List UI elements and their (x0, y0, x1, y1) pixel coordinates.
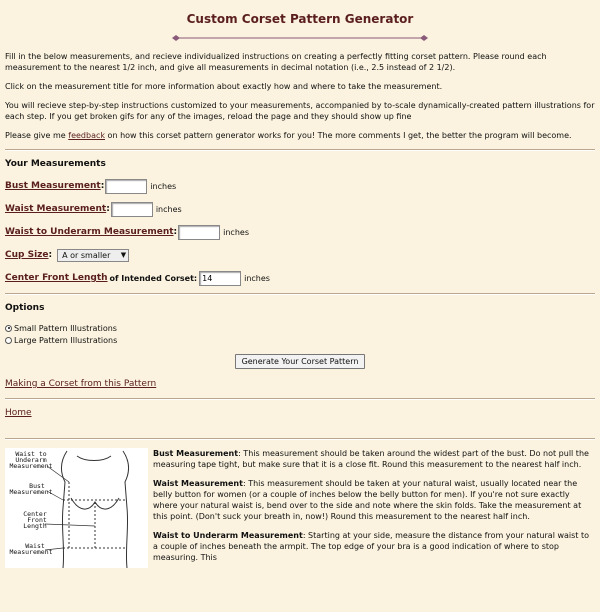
cup-size-value: A or smaller (62, 250, 111, 260)
diagram-label-underarm-2: Underarm (15, 456, 47, 464)
body-diagram-image (5, 448, 148, 568)
cup-row: Cup Size : A or smaller ▼ (5, 247, 595, 263)
bust-description (153, 448, 595, 470)
intro-paragraph-1: Fill in the below measurements, and recieve individualized instructions on creating a perfectly fitting corset pattern. Please round each measurement to the nearest 1/2 inch, and give all measurements in decimal notation (i.e., 2.5 instead of 2 1/2). (5, 52, 547, 72)
bust-description-text: : This measurement should be taken around the widest part of the bust. Do not pull the measuring tape tight, but make sure that it is a close fit. Round this measurement to the nearest half inch. (153, 449, 589, 469)
measurements-heading: Your Measurements (5, 159, 106, 169)
underarm-description-text: : Starting at your side, measure the distance from your natural waist to a couple of inches beneath the armpit. The top edge of your bra is a good indication of where to stop measuring. This (153, 531, 590, 562)
measurement-descriptions (148, 448, 595, 571)
measurement-diagram (5, 448, 148, 568)
diagram-label-waist-1: Waist (25, 542, 45, 550)
diagram-label-cfl-3: Length (23, 522, 47, 530)
diagram-label-bust-2: Measurement (9, 488, 53, 496)
waist-description (153, 478, 595, 522)
cfl-unit: inches (244, 273, 270, 283)
intro-paragraph-3: You will recieve step-by-step instructions customized to your measurements, accompanied by to-scale dynamically-created pattern illustrations for each step. If you get broken gifs for any of the images, reload the page and they should show up fine (5, 101, 595, 121)
bust-row: Bust Measurement : inches (5, 178, 595, 194)
divider (5, 398, 595, 400)
diagram-label-cfl-1: Center (23, 510, 47, 518)
option-small-label: Small Pattern Illustrations (14, 323, 117, 333)
option-large[interactable] (5, 334, 595, 346)
option-large-label: Large Pattern Illustrations (14, 335, 118, 345)
divider (5, 149, 595, 151)
underarm-input[interactable] (178, 225, 220, 240)
feedback-prefix: Please give me (5, 131, 69, 140)
waist-measurement-link[interactable]: Waist Measurement (5, 204, 107, 214)
generate-pattern-button[interactable]: Generate Your Corset Pattern (235, 354, 366, 369)
option-small[interactable] (5, 322, 595, 334)
page-title: Custom Corset Pattern Generator (186, 12, 414, 26)
bust-measurement-link[interactable]: Bust Measurement (5, 181, 101, 191)
underarm-unit: inches (223, 227, 249, 237)
diagram-label-waist-2: Measurement (9, 548, 53, 556)
waist-description-title: Waist Measurement (153, 479, 243, 488)
feedback-link[interactable]: feedback (68, 131, 106, 140)
waist-input[interactable] (111, 202, 153, 217)
ornament-divider (170, 34, 430, 42)
bust-unit: inches (150, 181, 177, 191)
underarm-description (153, 530, 595, 563)
diagram-label-underarm-1: Waist to (15, 450, 47, 458)
making-corset-link[interactable]: Making a Corset from this Pattern (5, 379, 157, 389)
page (0, 12, 600, 571)
diagram-label-bust-1: Bust (29, 482, 45, 490)
radio-large[interactable] (5, 337, 12, 344)
bust-description-title: Bust Measurement (153, 449, 239, 458)
underarm-description-title: Waist to Underarm Measurement (153, 531, 303, 540)
options-heading: Options (5, 303, 45, 313)
underarm-row: Waist to Underarm Measurement : inches (5, 224, 595, 240)
intro-paragraph-4 (5, 130, 595, 141)
diagram-label-cfl-2: Front (27, 516, 47, 524)
waist-unit: inches (155, 204, 182, 214)
cfl-row (5, 270, 595, 286)
description-section (5, 448, 595, 571)
divider (5, 293, 595, 295)
diagram-label-underarm-3: Measurement (9, 462, 53, 470)
underarm-measurement-link[interactable]: Waist to Underarm Measurement (5, 227, 174, 237)
intro-paragraph-2: Click on the measurement title for more information about exactly how and where to take the measurement. (5, 82, 443, 91)
center-front-length-link[interactable]: Center Front Length (5, 273, 108, 283)
cfl-suffix: of Intended Corset: (109, 273, 198, 283)
divider (5, 438, 595, 440)
feedback-suffix: on how this corset pattern generator works for you! The more comments I get, the better the program will become. (105, 131, 572, 140)
home-link[interactable]: Home (5, 408, 32, 418)
chevron-down-icon: ▼ (120, 251, 127, 259)
radio-small[interactable] (5, 325, 12, 332)
cup-size-link[interactable]: Cup Size (5, 250, 49, 260)
cup-size-select[interactable] (57, 249, 129, 262)
waist-row: Waist Measurement : inches (5, 201, 595, 217)
bust-input[interactable] (105, 179, 147, 194)
center-front-length-input[interactable] (199, 271, 241, 286)
waist-description-text: : This measurement should be taken at your natural waist, usually located near the belly button for women (or a couple of inches below the belly button for men). If you're not sure exactly where your natural waist is, bend over to the side and note where the skin folds. Take the measurement at this point. (Don't suck your breath in, now!) Round this measurement to the nearest half inch. (153, 479, 582, 521)
